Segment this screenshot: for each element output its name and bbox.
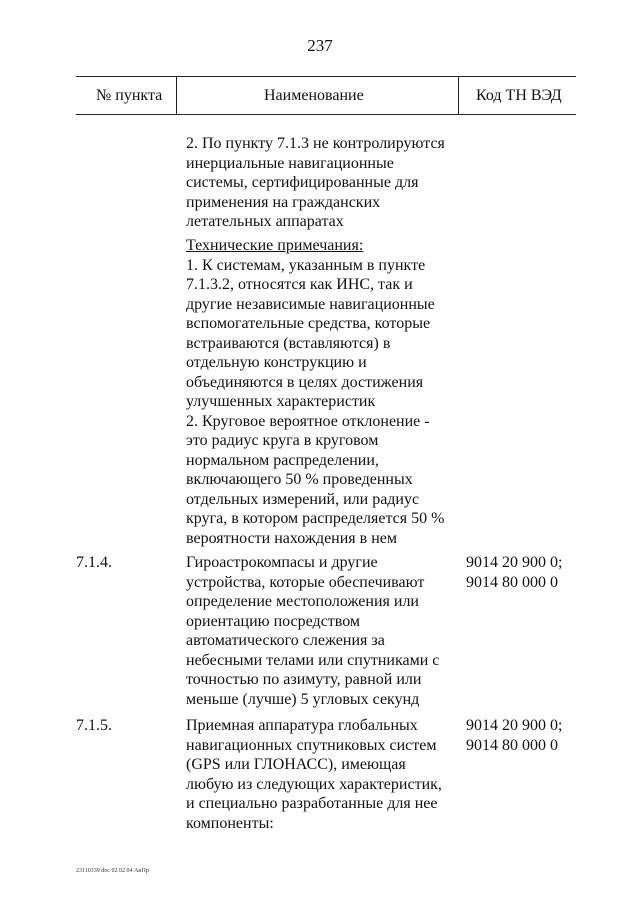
tech-note-line: круга, в котором распределяется 50 % xyxy=(186,510,445,527)
tech-note-line: вспомогательные средства, которые xyxy=(186,315,431,332)
note-line: инерциальные навигационные xyxy=(186,154,394,172)
note-line: летательных аппаратах xyxy=(186,213,344,230)
note-line: системы, сертифицированные для xyxy=(186,174,419,191)
tech-note-line: это радиус круга в круговом xyxy=(186,432,379,449)
tech-note-line: встраиваются (вставляются) в xyxy=(186,334,391,352)
header-name: Наименование xyxy=(264,87,364,104)
row-name-line: навигационных спутниковых систем xyxy=(186,736,437,754)
row-name-line: и специально разработанные для нее xyxy=(186,795,438,812)
row-number-7-1-5: 7.1.5. xyxy=(76,717,112,734)
row-name-line: (GPS или ГЛОНАСС), имеющая xyxy=(186,756,406,773)
row-name-line: Гироастрокомпасы и другие xyxy=(186,554,378,571)
tech-notes-heading: Технические примечания: xyxy=(186,237,364,254)
code-line: 9014 20 900 0; xyxy=(466,717,563,734)
tech-note-line: включающего 50 % проведенных xyxy=(186,471,413,488)
row-name-line: любую из следующих характеристик, xyxy=(186,775,442,793)
row-name-7-1-5 xyxy=(186,716,442,833)
tech-notes-block xyxy=(186,236,444,548)
tech-note-line: 1. К системам, указанным в пункте xyxy=(186,256,426,274)
row-name-line: компоненты: xyxy=(186,814,274,832)
row-name-line: Приемная аппаратура глобальных xyxy=(186,717,418,734)
tech-note-line: отдельных измерений, или радиус xyxy=(186,490,420,508)
table-header-top-rule xyxy=(76,76,576,77)
tech-note-line: отдельную конструкцию и xyxy=(186,354,367,371)
code-line: 9014 80 000 0 xyxy=(466,736,558,754)
row-name-line: меньше (лучше) 5 угловых секунд xyxy=(186,690,420,708)
row-name-7-1-4 xyxy=(186,553,439,709)
row-name-line: ориентацию посредством xyxy=(186,612,361,630)
note-block xyxy=(186,134,445,232)
row-name-line: автоматического слежения за xyxy=(186,632,385,649)
tech-note-line: улучшенных характеристик xyxy=(186,393,376,410)
tech-note-line: вероятности нахождения в нем xyxy=(186,529,398,547)
table-column-divider-2 xyxy=(458,76,459,114)
row-name-line: точностью по азимуту, равной или xyxy=(186,671,422,688)
tech-note-line: 2. Круговое вероятное отклонение - xyxy=(186,412,430,430)
note-line: 2. По пункту 7.1.3 не контролируются xyxy=(186,135,445,152)
row-number-7-1-4: 7.1.4. xyxy=(76,554,112,571)
code-line: 9014 20 900 0; xyxy=(466,554,563,571)
row-name-line: небесными телами или спутниками с xyxy=(186,651,440,669)
row-name-line: устройства, которые обеспечивают xyxy=(186,573,425,591)
note-line: применения на гражданских xyxy=(186,193,381,211)
table-column-divider-1 xyxy=(176,76,177,114)
tech-note-line: другие независимые навигационные xyxy=(186,295,435,313)
row-name-line: определение местоположения или xyxy=(186,593,419,610)
tech-note-line: нормальном распределении, xyxy=(186,451,379,469)
header-code: Код ТН ВЭД xyxy=(476,87,562,104)
page-number: 237 xyxy=(307,36,333,55)
row-code-7-1-5 xyxy=(466,716,636,755)
table-header-bottom-rule xyxy=(76,114,576,115)
footer-file-reference: 23110339 doc 02 02 04 АиПр xyxy=(76,868,149,874)
code-line: 9014 80 000 0 xyxy=(466,573,558,591)
header-number: № пункта xyxy=(96,87,163,104)
row-code-7-1-4 xyxy=(466,553,636,592)
tech-note-line: объединяются в целях достижения xyxy=(186,373,424,391)
tech-note-line: 7.1.3.2, относятся как ИНС, так и xyxy=(186,276,413,293)
